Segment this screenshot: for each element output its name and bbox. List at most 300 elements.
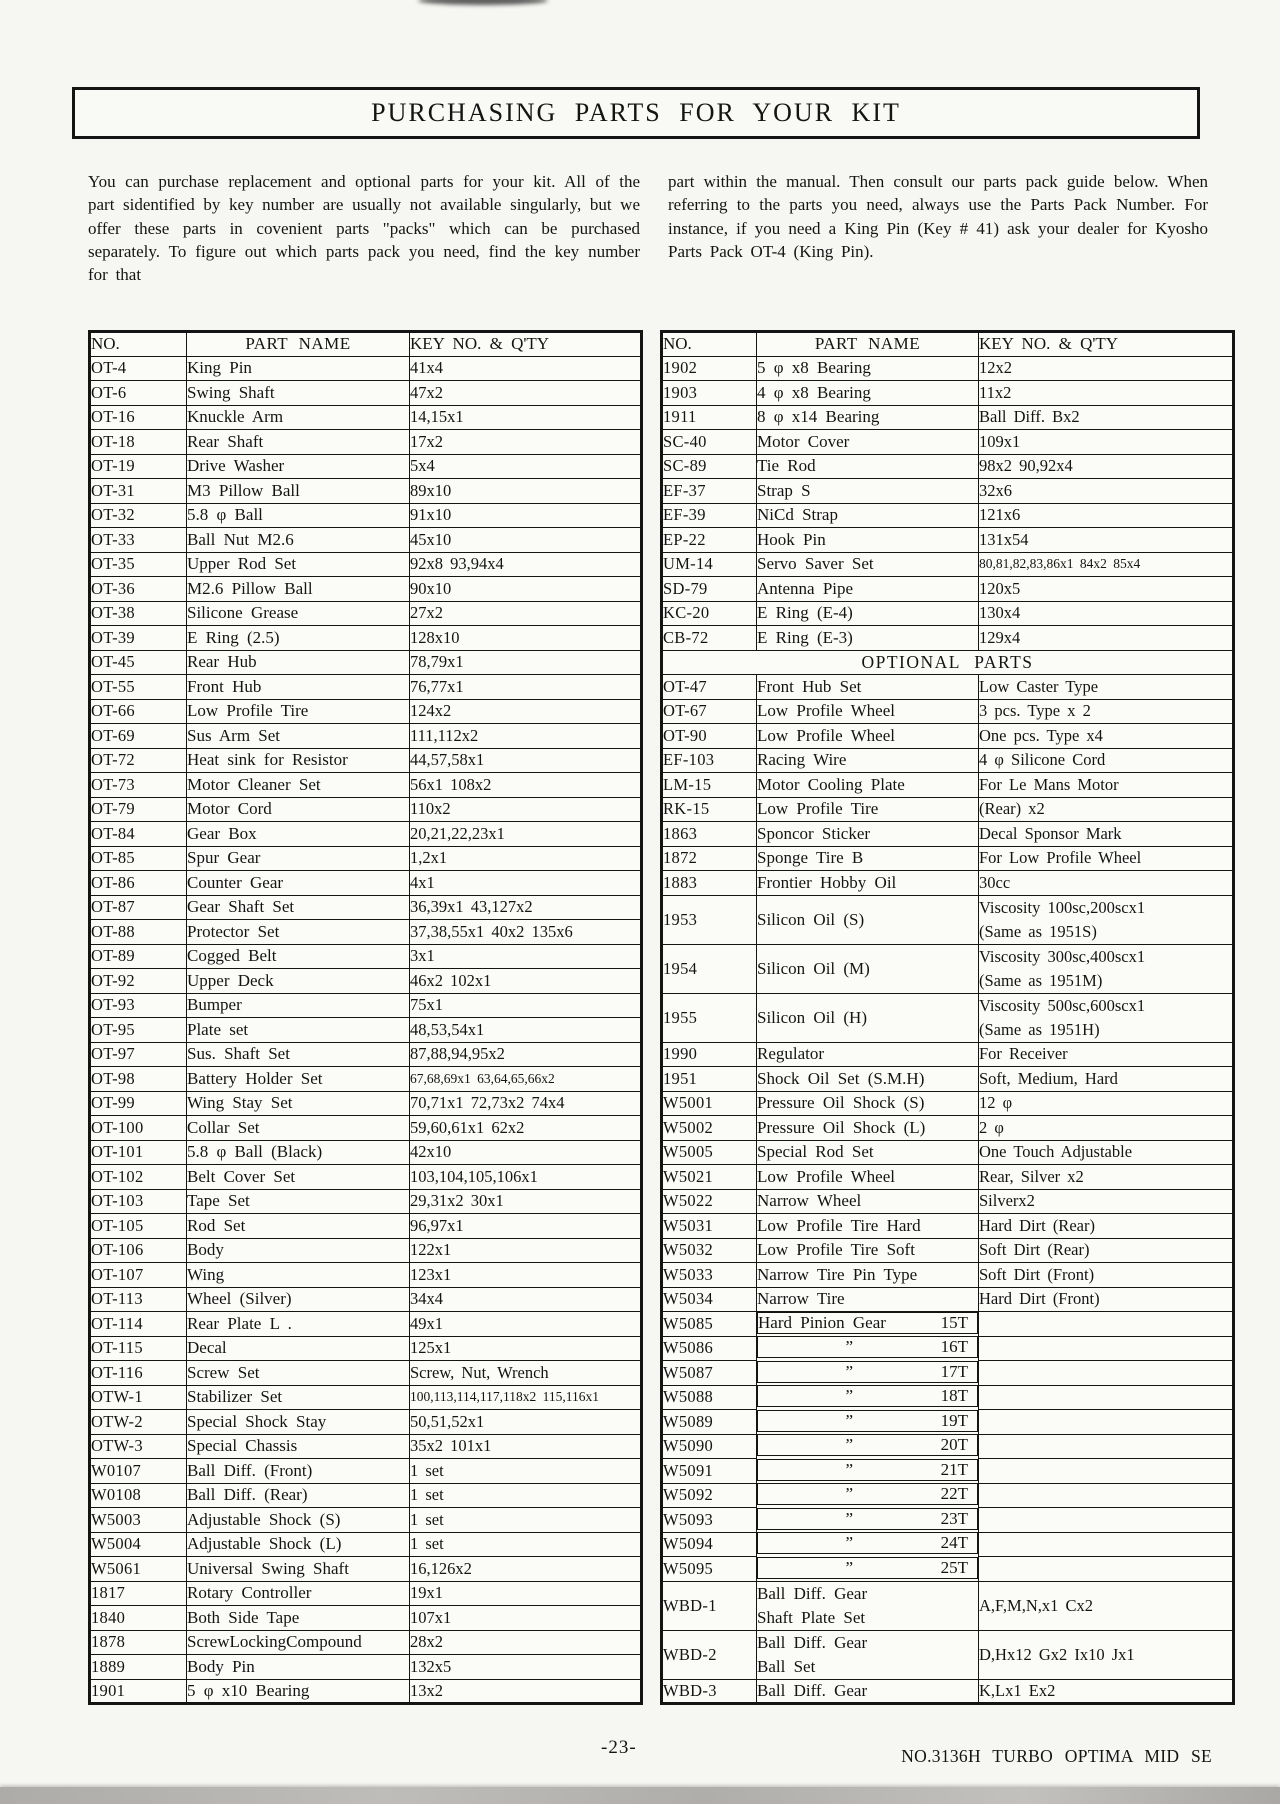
part-no-cell: OT-72 bbox=[90, 748, 187, 773]
part-no-cell: 1872 bbox=[662, 846, 757, 871]
key-qty-cell: 80,81,82,83,86x1 84x2 85x4 bbox=[979, 552, 1234, 577]
part-no-cell: 1817 bbox=[90, 1581, 187, 1606]
part-name-cell: Rotary Controller bbox=[187, 1581, 410, 1606]
key-qty-cell: 120x5 bbox=[979, 577, 1234, 602]
part-name-cell: E Ring (E-3) bbox=[757, 626, 979, 651]
part-name-cell: Ball Diff. (Rear) bbox=[187, 1483, 410, 1508]
table-row bbox=[662, 797, 1234, 822]
table-row bbox=[90, 479, 642, 504]
table-row bbox=[662, 944, 1234, 993]
part-no-cell: W5004 bbox=[90, 1532, 187, 1557]
parts-table-right bbox=[660, 330, 1235, 1705]
table-row bbox=[662, 1238, 1234, 1263]
key-qty-cell: 87,88,94,95x2 bbox=[410, 1042, 642, 1067]
part-no-cell: 1901 bbox=[90, 1679, 187, 1704]
teeth-count: 18T bbox=[940, 1386, 968, 1405]
section-row bbox=[662, 650, 1234, 675]
part-no-cell: OT-98 bbox=[90, 1067, 187, 1092]
part-name-cell: Low Profile Tire Soft bbox=[757, 1238, 979, 1263]
part-name-cell: Servo Saver Set bbox=[757, 552, 979, 577]
part-name-cell bbox=[757, 1410, 978, 1432]
part-no-cell: OTW-3 bbox=[90, 1434, 187, 1459]
part-name-cell: Both Side Tape bbox=[187, 1606, 410, 1631]
part-no-cell: OT-115 bbox=[90, 1336, 187, 1361]
part-name-cell: Motor Cooling Plate bbox=[757, 773, 979, 798]
key-qty-cell: 11x2 bbox=[979, 381, 1234, 406]
optional-parts-section-header: OPTIONAL PARTS bbox=[662, 650, 1234, 675]
table-row bbox=[662, 675, 1234, 700]
part-no-cell: OT-73 bbox=[90, 773, 187, 798]
key-qty-cell: 56x1 108x2 bbox=[410, 773, 642, 798]
table-row bbox=[662, 626, 1234, 651]
part-no-cell: OT-55 bbox=[90, 675, 187, 700]
table-row bbox=[90, 1312, 642, 1337]
part-name-cell: Narrow Wheel bbox=[757, 1189, 979, 1214]
key-qty-cell: A,F,M,N,x1 Cx2 bbox=[979, 1581, 1234, 1630]
part-name-cell: Silicon Oil (H) bbox=[757, 993, 979, 1042]
part-no-cell: OT-67 bbox=[662, 699, 757, 724]
table-row bbox=[90, 797, 642, 822]
part-name-cell: Antenna Pipe bbox=[757, 577, 979, 602]
part-name-cell: Silicon Oil (S) bbox=[757, 895, 979, 944]
part-no-cell: UM-14 bbox=[662, 552, 757, 577]
key-qty-cell: 125x1 bbox=[410, 1336, 642, 1361]
key-qty-cell: 42x10 bbox=[410, 1140, 642, 1165]
part-name-cell: Sponcor Sticker bbox=[757, 822, 979, 847]
key-qty-cell: 124x2 bbox=[410, 699, 642, 724]
part-name-cell: Drive Washer bbox=[187, 454, 410, 479]
key-qty-cell: For Receiver bbox=[979, 1042, 1234, 1067]
key-qty-cell: 121x6 bbox=[979, 503, 1234, 528]
part-name-cell: Narrow Tire bbox=[757, 1287, 979, 1312]
part-no-cell: WBD-3 bbox=[662, 1679, 757, 1704]
key-qty-cell: 89x10 bbox=[410, 479, 642, 504]
table-row bbox=[90, 871, 642, 896]
part-no-cell: W5085 bbox=[662, 1312, 757, 1337]
part-no-cell: OT-47 bbox=[662, 675, 757, 700]
key-qty-cell: 100,113,114,117,118x2 115,116x1 bbox=[410, 1385, 642, 1410]
ditto-mark: ” bbox=[845, 1410, 854, 1430]
table-row bbox=[90, 1410, 642, 1435]
key-qty-cell: 96,97x1 bbox=[410, 1214, 642, 1239]
part-no-cell: W5092 bbox=[662, 1483, 757, 1508]
part-name-cell bbox=[757, 1557, 978, 1579]
table-row bbox=[90, 1630, 642, 1655]
table-row bbox=[662, 1434, 1234, 1459]
table-row bbox=[662, 1067, 1234, 1092]
part-no-cell: OT-66 bbox=[90, 699, 187, 724]
part-name-cell: Upper Rod Set bbox=[187, 552, 410, 577]
table-row bbox=[90, 552, 642, 577]
ditto-mark: ” bbox=[845, 1557, 854, 1577]
part-no-cell: OTW-1 bbox=[90, 1385, 187, 1410]
part-name-cell: Plate set bbox=[187, 1018, 410, 1043]
part-name-cell: NiCd Strap bbox=[757, 503, 979, 528]
part-no-cell: OT-18 bbox=[90, 430, 187, 455]
table-row bbox=[90, 773, 642, 798]
part-no-cell: 1883 bbox=[662, 871, 757, 896]
part-name-cell: 5 φ x8 Bearing bbox=[757, 356, 979, 381]
table-row bbox=[662, 503, 1234, 528]
table-row bbox=[90, 944, 642, 969]
part-name-cell bbox=[757, 1312, 978, 1334]
part-no-cell: OT-36 bbox=[90, 577, 187, 602]
intro-text bbox=[88, 170, 1208, 286]
table-row bbox=[90, 1116, 642, 1141]
part-no-cell: OT-107 bbox=[90, 1263, 187, 1288]
table-row bbox=[90, 1067, 642, 1092]
part-name-cell: Ball Diff. Gear Shaft Plate Set bbox=[757, 1581, 979, 1630]
part-name-cell: Motor Cleaner Set bbox=[187, 773, 410, 798]
key-qty-cell: (Rear) x2 bbox=[979, 797, 1234, 822]
key-qty-cell: One Touch Adjustable bbox=[979, 1140, 1234, 1165]
part-name-cell: Gear Box bbox=[187, 822, 410, 847]
table-row bbox=[662, 724, 1234, 749]
table-row bbox=[90, 1606, 642, 1631]
part-no-cell: CB-72 bbox=[662, 626, 757, 651]
key-qty-cell: 59,60,61x1 62x2 bbox=[410, 1116, 642, 1141]
table-row bbox=[90, 650, 642, 675]
key-qty-cell: 1,2x1 bbox=[410, 846, 642, 871]
part-no-cell: W5088 bbox=[662, 1385, 757, 1410]
key-qty-cell: 132x5 bbox=[410, 1655, 642, 1680]
header-row bbox=[90, 332, 642, 357]
table-row bbox=[662, 601, 1234, 626]
key-qty-cell: 131x54 bbox=[979, 528, 1234, 553]
part-name-cell: Low Profile Tire Hard bbox=[757, 1214, 979, 1239]
table-row bbox=[662, 479, 1234, 504]
part-no-cell: SC-89 bbox=[662, 454, 757, 479]
part-name-cell: Ball Diff. (Front) bbox=[187, 1459, 410, 1484]
part-name-cell: Pressure Oil Shock (L) bbox=[757, 1116, 979, 1141]
part-no-cell: OT-38 bbox=[90, 601, 187, 626]
part-no-cell: W5091 bbox=[662, 1459, 757, 1484]
table-row bbox=[90, 895, 642, 920]
table-row bbox=[90, 503, 642, 528]
key-qty-cell: 110x2 bbox=[410, 797, 642, 822]
teeth-count: 20T bbox=[940, 1435, 968, 1454]
table-row bbox=[90, 577, 642, 602]
part-name-cell: Tie Rod bbox=[757, 454, 979, 479]
key-qty-cell: Viscosity 300sc,400scx1 (Same as 1951M) bbox=[979, 944, 1234, 993]
part-no-cell: OT-106 bbox=[90, 1238, 187, 1263]
table-row bbox=[90, 1091, 642, 1116]
part-no-cell: SD-79 bbox=[662, 577, 757, 602]
part-no-cell: 1903 bbox=[662, 381, 757, 406]
key-qty-cell: 103,104,105,106x1 bbox=[410, 1165, 642, 1190]
part-no-cell: WBD-2 bbox=[662, 1630, 757, 1679]
part-no-cell: 1955 bbox=[662, 993, 757, 1042]
table-row bbox=[90, 675, 642, 700]
key-qty-cell: 12 φ bbox=[979, 1091, 1234, 1116]
part-no-cell: W5090 bbox=[662, 1434, 757, 1459]
ditto-mark: ” bbox=[845, 1508, 854, 1528]
key-qty-cell: 34x4 bbox=[410, 1287, 642, 1312]
table-row bbox=[662, 1581, 1234, 1630]
title-box bbox=[72, 87, 1200, 139]
key-qty-cell: For Le Mans Motor bbox=[979, 773, 1234, 798]
table-row bbox=[90, 1336, 642, 1361]
table-row bbox=[662, 1263, 1234, 1288]
part-name-cell bbox=[757, 1385, 978, 1407]
part-no-cell: OTW-2 bbox=[90, 1410, 187, 1435]
part-no-cell: OT-95 bbox=[90, 1018, 187, 1043]
table-row bbox=[90, 1042, 642, 1067]
part-no-cell: OT-93 bbox=[90, 993, 187, 1018]
part-name-cell: Low Profile Tire bbox=[187, 699, 410, 724]
table-row bbox=[90, 1679, 642, 1704]
key-qty-cell: 78,79x1 bbox=[410, 650, 642, 675]
table-row bbox=[90, 1140, 642, 1165]
part-name-cell: Universal Swing Shaft bbox=[187, 1557, 410, 1582]
part-no-cell: OT-69 bbox=[90, 724, 187, 749]
key-qty-cell: Silverx2 bbox=[979, 1189, 1234, 1214]
key-qty-cell: 1 set bbox=[410, 1508, 642, 1533]
part-name-cell: Special Chassis bbox=[187, 1434, 410, 1459]
key-qty-cell: 14,15x1 bbox=[410, 405, 642, 430]
part-no-cell: OT-103 bbox=[90, 1189, 187, 1214]
page-number: -23- bbox=[601, 1737, 637, 1758]
key-qty-cell: K,Lx1 Ex2 bbox=[979, 1679, 1234, 1704]
table-row bbox=[662, 1042, 1234, 1067]
part-no-cell: EF-37 bbox=[662, 479, 757, 504]
table-row bbox=[662, 1557, 1234, 1582]
part-name-cell: 8 φ x14 Bearing bbox=[757, 405, 979, 430]
table-row bbox=[90, 1189, 642, 1214]
part-name-cell: Body bbox=[187, 1238, 410, 1263]
part-no-cell: OT-39 bbox=[90, 626, 187, 651]
key-qty-cell: 28x2 bbox=[410, 1630, 642, 1655]
table-row bbox=[662, 1091, 1234, 1116]
table-row bbox=[662, 1189, 1234, 1214]
part-name-cell: Tape Set bbox=[187, 1189, 410, 1214]
ditto-mark: ” bbox=[845, 1459, 854, 1479]
part-name-cell: Protector Set bbox=[187, 920, 410, 945]
key-qty-cell bbox=[979, 1532, 1234, 1557]
part-no-cell: OT-99 bbox=[90, 1091, 187, 1116]
part-no-cell: OT-84 bbox=[90, 822, 187, 847]
part-name-cell: Body Pin bbox=[187, 1655, 410, 1680]
part-name-cell: Low Profile Wheel bbox=[757, 1165, 979, 1190]
table-row bbox=[90, 1263, 642, 1288]
table-row bbox=[90, 381, 642, 406]
part-no-cell: OT-116 bbox=[90, 1361, 187, 1386]
part-name-cell bbox=[757, 1434, 978, 1456]
table-row bbox=[90, 356, 642, 381]
part-name-cell: Battery Holder Set bbox=[187, 1067, 410, 1092]
part-name-cell: Bumper bbox=[187, 993, 410, 1018]
table-row bbox=[90, 1581, 642, 1606]
part-name-cell: Special Rod Set bbox=[757, 1140, 979, 1165]
part-name-cell: Collar Set bbox=[187, 1116, 410, 1141]
table-row bbox=[662, 1508, 1234, 1533]
table-row bbox=[90, 405, 642, 430]
teeth-count: 23T bbox=[940, 1508, 968, 1528]
part-name-cell bbox=[757, 1508, 978, 1530]
table-row bbox=[662, 1214, 1234, 1239]
key-qty-cell: 50,51,52x1 bbox=[410, 1410, 642, 1435]
part-name-cell bbox=[757, 1361, 978, 1383]
part-name-cell: Pressure Oil Shock (S) bbox=[757, 1091, 979, 1116]
part-name-cell: E Ring (2.5) bbox=[187, 626, 410, 651]
table-row bbox=[90, 822, 642, 847]
part-name-cell: Rear Plate L . bbox=[187, 1312, 410, 1337]
key-qty-cell: 107x1 bbox=[410, 1606, 642, 1631]
table-row bbox=[662, 1116, 1234, 1141]
part-name-cell: Hook Pin bbox=[757, 528, 979, 553]
part-no-cell: W5003 bbox=[90, 1508, 187, 1533]
part-name-cell: Rear Hub bbox=[187, 650, 410, 675]
table-row bbox=[90, 969, 642, 994]
part-no-cell: W5086 bbox=[662, 1336, 757, 1361]
table-row bbox=[90, 1434, 642, 1459]
part-name-cell: Silicon Oil (M) bbox=[757, 944, 979, 993]
table-row bbox=[662, 846, 1234, 871]
ditto-mark: ” bbox=[845, 1337, 854, 1356]
part-no-cell: OT-86 bbox=[90, 871, 187, 896]
key-qty-cell: 45x10 bbox=[410, 528, 642, 553]
part-no-cell: OT-85 bbox=[90, 846, 187, 871]
key-qty-cell: Hard Dirt (Rear) bbox=[979, 1214, 1234, 1239]
key-qty-cell: 91x10 bbox=[410, 503, 642, 528]
key-qty-cell: 20,21,22,23x1 bbox=[410, 822, 642, 847]
part-name-cell: Racing Wire bbox=[757, 748, 979, 773]
teeth-count: 19T bbox=[940, 1410, 968, 1430]
table-row bbox=[662, 1287, 1234, 1312]
table-row bbox=[90, 1459, 642, 1484]
part-name-cell: Knuckle Arm bbox=[187, 405, 410, 430]
part-name-cell: Swing Shaft bbox=[187, 381, 410, 406]
table-row bbox=[90, 601, 642, 626]
intro-left-paragraph: You can purchase replacement and optional parts for your kit. All of the part sidentified by key number are usually not available singularly, but we offer these parts in covenient parts "packs" which can be purchased separately. To figure out which parts pack you need, find the key number for that bbox=[88, 172, 640, 285]
part-no-cell: 1951 bbox=[662, 1067, 757, 1092]
part-name-cell: Ball Diff. Gear Ball Set bbox=[757, 1630, 979, 1679]
key-qty-cell: 130x4 bbox=[979, 601, 1234, 626]
key-qty-cell: 49x1 bbox=[410, 1312, 642, 1337]
no-column-header: NO. bbox=[662, 332, 757, 357]
key-qty-cell bbox=[979, 1459, 1234, 1484]
key-qty-cell: Soft Dirt (Rear) bbox=[979, 1238, 1234, 1263]
part-no-cell: W5033 bbox=[662, 1263, 757, 1288]
key-qty-column-header: KEY NO. & Q'TY bbox=[410, 332, 642, 357]
part-name-cell: Screw Set bbox=[187, 1361, 410, 1386]
part-no-cell: OT-97 bbox=[90, 1042, 187, 1067]
part-name-cell: Frontier Hobby Oil bbox=[757, 871, 979, 896]
part-name-cell: Low Profile Wheel bbox=[757, 699, 979, 724]
part-name-cell: Counter Gear bbox=[187, 871, 410, 896]
table-row bbox=[90, 1361, 642, 1386]
ditto-mark: ” bbox=[845, 1386, 854, 1405]
part-name-cell: Front Hub Set bbox=[757, 675, 979, 700]
part-name-cell: 5.8 φ Ball (Black) bbox=[187, 1140, 410, 1165]
part-no-cell: OT-100 bbox=[90, 1116, 187, 1141]
table-row bbox=[90, 1238, 642, 1263]
part-no-cell: W5095 bbox=[662, 1557, 757, 1582]
scan-smudge bbox=[418, 0, 548, 5]
table-row bbox=[90, 528, 642, 553]
table-row bbox=[662, 1630, 1234, 1679]
key-qty-cell: 90x10 bbox=[410, 577, 642, 602]
key-qty-cell: 41x4 bbox=[410, 356, 642, 381]
part-no-cell: KC-20 bbox=[662, 601, 757, 626]
part-name-cell: Sus. Shaft Set bbox=[187, 1042, 410, 1067]
part-name-cell: Adjustable Shock (S) bbox=[187, 1508, 410, 1533]
part-name-cell bbox=[757, 1459, 978, 1481]
key-qty-cell: Soft Dirt (Front) bbox=[979, 1263, 1234, 1288]
teeth-count: 24T bbox=[940, 1533, 968, 1552]
key-qty-cell: 36,39x1 43,127x2 bbox=[410, 895, 642, 920]
part-no-cell: OT-105 bbox=[90, 1214, 187, 1239]
part-no-cell: W0108 bbox=[90, 1483, 187, 1508]
part-name-cell: Decal bbox=[187, 1336, 410, 1361]
table-row bbox=[662, 871, 1234, 896]
part-no-cell: W5061 bbox=[90, 1557, 187, 1582]
key-qty-cell: 27x2 bbox=[410, 601, 642, 626]
key-qty-cell: 75x1 bbox=[410, 993, 642, 1018]
part-no-cell: 1990 bbox=[662, 1042, 757, 1067]
teeth-count: 22T bbox=[940, 1484, 968, 1503]
part-no-cell: OT-32 bbox=[90, 503, 187, 528]
part-no-cell: W5093 bbox=[662, 1508, 757, 1533]
teeth-count: 21T bbox=[940, 1459, 968, 1479]
part-name-cell: Narrow Tire Pin Type bbox=[757, 1263, 979, 1288]
key-qty-cell bbox=[979, 1483, 1234, 1508]
table-row bbox=[90, 454, 642, 479]
table-row bbox=[90, 430, 642, 455]
key-qty-cell: 12x2 bbox=[979, 356, 1234, 381]
part-no-cell: W5034 bbox=[662, 1287, 757, 1312]
table-row bbox=[90, 920, 642, 945]
table-row bbox=[90, 626, 642, 651]
part-name-cell: Strap S bbox=[757, 479, 979, 504]
table-row bbox=[662, 1459, 1234, 1484]
part-no-cell: W5001 bbox=[662, 1091, 757, 1116]
part-no-cell: W5032 bbox=[662, 1238, 757, 1263]
table-row bbox=[90, 1655, 642, 1680]
part-no-cell: RK-15 bbox=[662, 797, 757, 822]
part-name-column-header: PART NAME bbox=[187, 332, 410, 357]
part-no-cell: OT-90 bbox=[662, 724, 757, 749]
key-qty-cell: 44,57,58x1 bbox=[410, 748, 642, 773]
part-name-cell: Regulator bbox=[757, 1042, 979, 1067]
part-no-cell: WBD-1 bbox=[662, 1581, 757, 1630]
table-row bbox=[90, 1165, 642, 1190]
part-no-cell: W5031 bbox=[662, 1214, 757, 1239]
key-qty-cell: 5x4 bbox=[410, 454, 642, 479]
key-qty-cell: 47x2 bbox=[410, 381, 642, 406]
key-qty-cell: 1 set bbox=[410, 1459, 642, 1484]
part-name-cell: 5 φ x10 Bearing bbox=[187, 1679, 410, 1704]
table-row bbox=[662, 528, 1234, 553]
part-name-cell: King Pin bbox=[187, 356, 410, 381]
key-qty-cell: 32x6 bbox=[979, 479, 1234, 504]
part-no-cell: OT-113 bbox=[90, 1287, 187, 1312]
part-name-cell: Sus Arm Set bbox=[187, 724, 410, 749]
key-qty-cell: Viscosity 500sc,600scx1 (Same as 1951H) bbox=[979, 993, 1234, 1042]
table-row bbox=[662, 1483, 1234, 1508]
table-row bbox=[662, 405, 1234, 430]
part-name-cell: Ball Diff. Gear bbox=[757, 1679, 979, 1704]
part-no-cell: W5021 bbox=[662, 1165, 757, 1190]
key-qty-cell: 109x1 bbox=[979, 430, 1234, 455]
key-qty-cell: 3 pcs. Type x 2 bbox=[979, 699, 1234, 724]
part-name-cell: Low Profile Wheel bbox=[757, 724, 979, 749]
table-row bbox=[662, 822, 1234, 847]
table-row bbox=[662, 1385, 1234, 1410]
key-qty-cell: 37,38,55x1 40x2 135x6 bbox=[410, 920, 642, 945]
part-no-cell: 1953 bbox=[662, 895, 757, 944]
part-name-text: Hard Pinion Gear bbox=[758, 1313, 886, 1332]
